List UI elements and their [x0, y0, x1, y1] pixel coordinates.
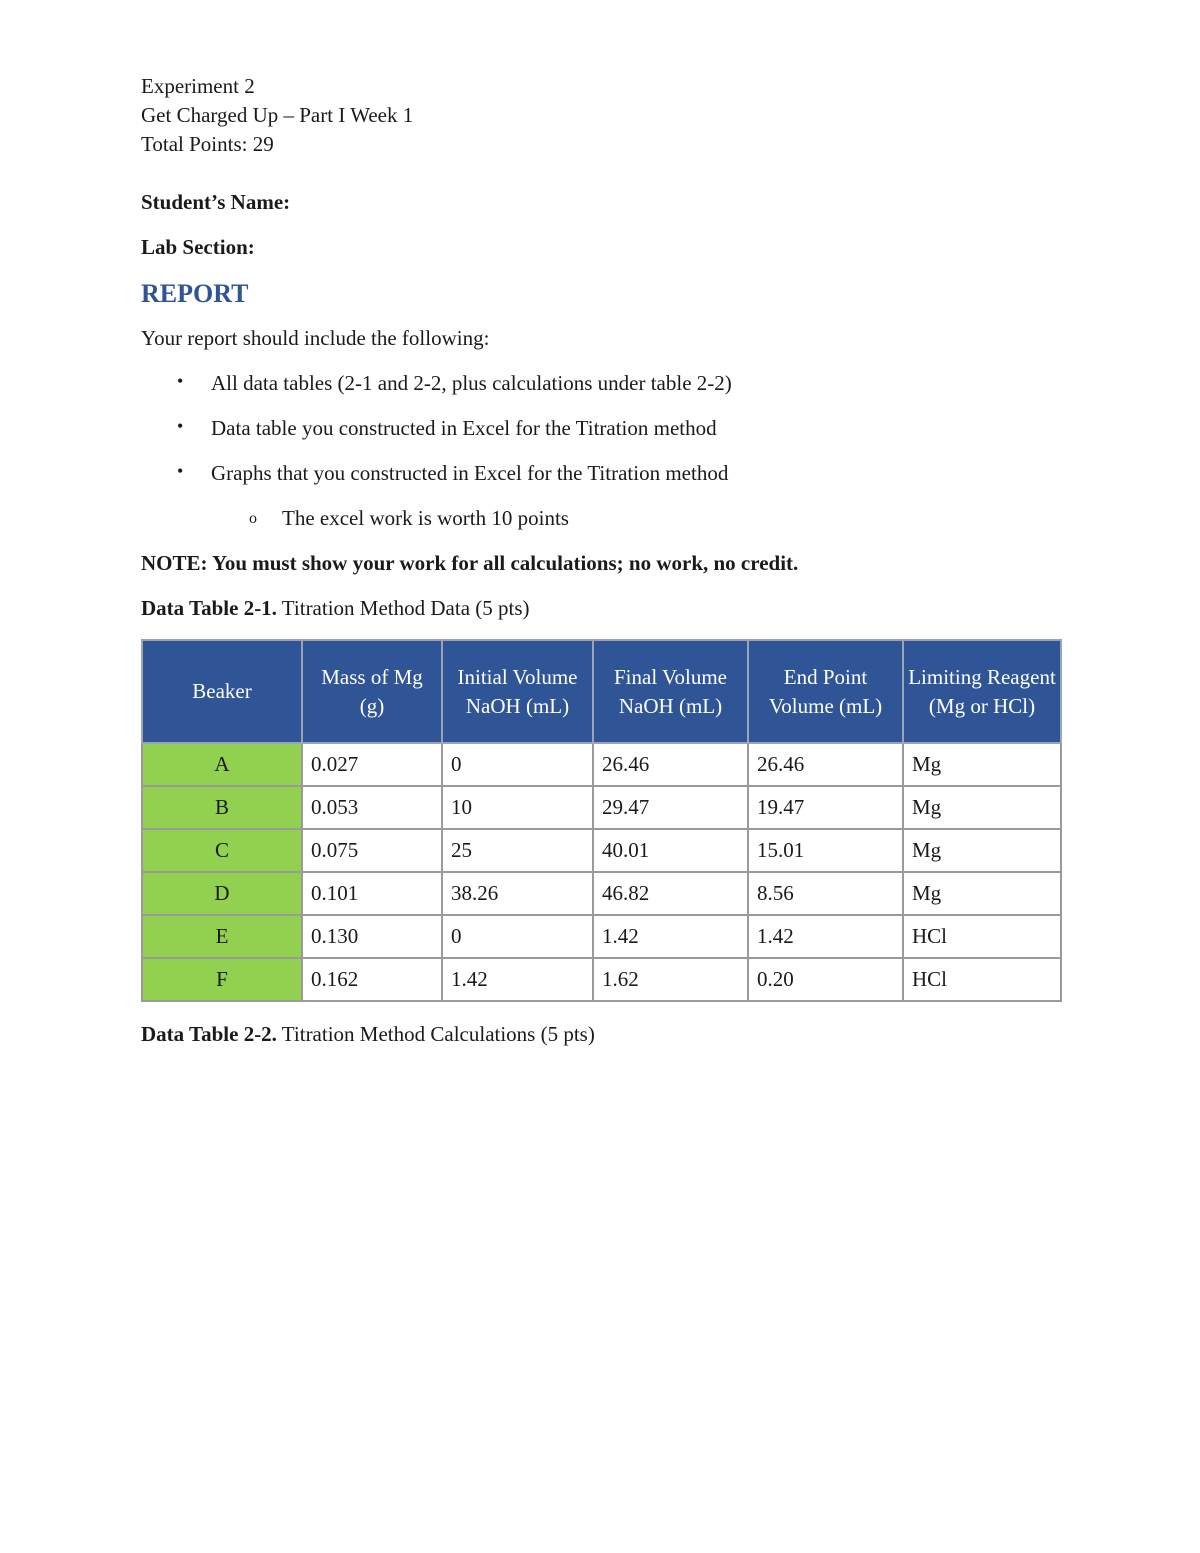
- end-point-cell: 8.56: [748, 872, 903, 915]
- requirement-subitem: [141, 504, 1061, 533]
- initial-volume-cell: 10: [442, 786, 593, 829]
- requirement-text: Graphs that you constructed in Excel for the Titration method: [211, 461, 729, 485]
- beaker-cell: E: [142, 915, 302, 958]
- lab-section-label: Lab Section:: [141, 235, 255, 259]
- header-initial-volume: Initial Volume NaOH (mL): [442, 640, 593, 743]
- student-name-label: Student’s Name:: [141, 190, 291, 214]
- table-row: [142, 915, 1061, 958]
- requirement-text: Data table you constructed in Excel for the Titration method: [211, 416, 717, 440]
- initial-volume-cell: 0: [442, 915, 593, 958]
- requirement-text: All data tables (2-1 and 2-2, plus calculations under table 2-2): [211, 371, 732, 395]
- end-point-cell: 19.47: [748, 786, 903, 829]
- mass-cell: 0.027: [302, 743, 442, 786]
- beaker-cell: D: [142, 872, 302, 915]
- hollow-bullet-icon: o: [249, 510, 257, 527]
- limiting-reagent-cell: Mg: [903, 872, 1061, 915]
- table-2-1-caption: [141, 594, 1061, 623]
- beaker-cell: C: [142, 829, 302, 872]
- final-volume-cell: 1.62: [593, 958, 748, 1001]
- final-volume-cell: 29.47: [593, 786, 748, 829]
- bullet-icon: •: [177, 416, 184, 436]
- mass-cell: 0.130: [302, 915, 442, 958]
- header-end-point-volume: End Point Volume (mL): [748, 640, 903, 743]
- titration-data-table: [141, 639, 1062, 1002]
- bullet-icon: •: [177, 461, 184, 481]
- final-volume-cell: 46.82: [593, 872, 748, 915]
- limiting-reagent-cell: HCl: [903, 958, 1061, 1001]
- table-row: [142, 786, 1061, 829]
- limiting-reagent-cell: Mg: [903, 829, 1061, 872]
- requirement-item: [141, 369, 1061, 398]
- table-2-2-caption-text: Titration Method Calculations (5 pts): [276, 1022, 595, 1046]
- final-volume-cell: 40.01: [593, 829, 748, 872]
- requirements-list: [141, 369, 1061, 533]
- limiting-reagent-cell: Mg: [903, 743, 1061, 786]
- final-volume-cell: 26.46: [593, 743, 748, 786]
- report-heading: REPORT: [141, 279, 249, 308]
- table-2-1-caption-label: Data Table 2-1.: [141, 596, 277, 620]
- mass-cell: 0.053: [302, 786, 442, 829]
- subitem-text: The excel work is worth 10 points: [282, 506, 569, 530]
- table-row: [142, 872, 1061, 915]
- table-2-2-caption: [141, 1020, 1061, 1049]
- requirement-item: [141, 459, 1061, 488]
- table-header-row: [142, 640, 1061, 743]
- table-row: [142, 958, 1061, 1001]
- header-beaker: Beaker: [142, 640, 302, 743]
- requirement-item: [141, 414, 1061, 443]
- table-2-2-caption-label: Data Table 2-2.: [141, 1022, 277, 1046]
- experiment-subtitle: Get Charged Up – Part I Week 1: [141, 103, 414, 127]
- end-point-cell: 0.20: [748, 958, 903, 1001]
- beaker-cell: A: [142, 743, 302, 786]
- initial-volume-cell: 0: [442, 743, 593, 786]
- header-mass-mg: Mass of Mg (g): [302, 640, 442, 743]
- beaker-cell: F: [142, 958, 302, 1001]
- table-row: [142, 829, 1061, 872]
- limiting-reagent-cell: Mg: [903, 786, 1061, 829]
- end-point-cell: 26.46: [748, 743, 903, 786]
- final-volume-cell: 1.42: [593, 915, 748, 958]
- bullet-icon: •: [177, 371, 184, 391]
- mass-cell: 0.075: [302, 829, 442, 872]
- header-limiting-reagent: Limiting Reagent (Mg or HCl): [903, 640, 1061, 743]
- report-intro: Your report should include the following:: [141, 326, 490, 350]
- mass-cell: 0.162: [302, 958, 442, 1001]
- mass-cell: 0.101: [302, 872, 442, 915]
- table-2-1-caption-text: Titration Method Data (5 pts): [276, 596, 530, 620]
- initial-volume-cell: 25: [442, 829, 593, 872]
- limiting-reagent-cell: HCl: [903, 915, 1061, 958]
- initial-volume-cell: 38.26: [442, 872, 593, 915]
- total-points: Total Points: 29: [141, 132, 274, 156]
- experiment-title: Experiment 2: [141, 74, 255, 98]
- initial-volume-cell: 1.42: [442, 958, 593, 1001]
- header-final-volume: Final Volume NaOH (mL): [593, 640, 748, 743]
- end-point-cell: 1.42: [748, 915, 903, 958]
- document-page: [141, 72, 1061, 1049]
- beaker-cell: B: [142, 786, 302, 829]
- end-point-cell: 15.01: [748, 829, 903, 872]
- table-row: [142, 743, 1061, 786]
- work-note: NOTE: You must show your work for all calculations; no work, no credit.: [141, 551, 799, 575]
